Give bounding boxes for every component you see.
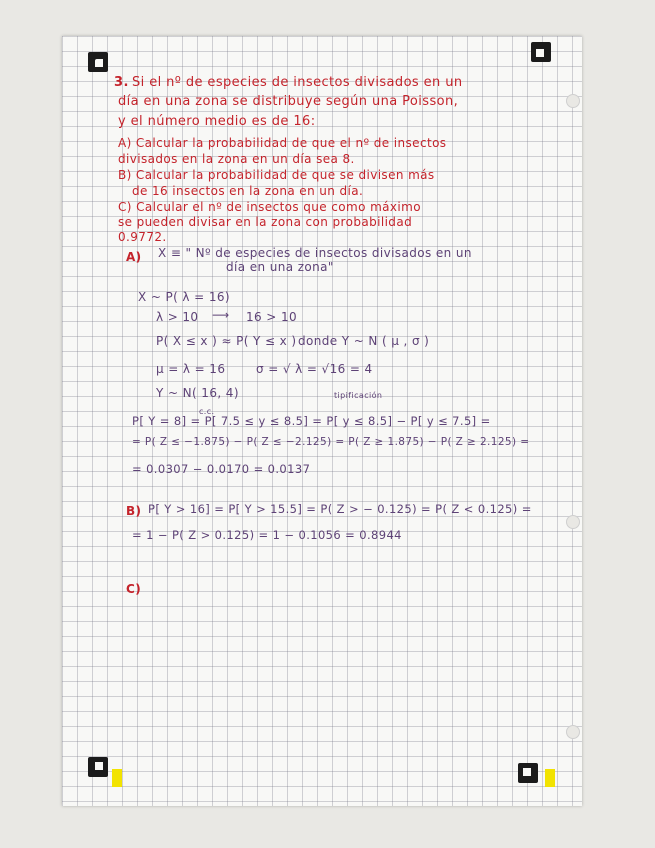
answer-a-step-2: = P( Z ≤ −1.875) − P( Z ≤ −2.125) = P( Z ≥ 1.875) − P( Z ≥ 2.125) =	[132, 436, 530, 448]
answer-a-definition-line-1: X ≡ " Nº de especies de insectos divisados en un	[158, 246, 472, 260]
statement-line-6: B) Calcular la probabilidad de que se divisen más	[118, 168, 435, 182]
statement-line-4: A) Calcular la probabilidad de que el nº de insectos	[118, 136, 447, 150]
corner-marker-top-right	[531, 42, 551, 62]
answer-a-normal: Y ~ N( 16, 4)	[156, 386, 239, 400]
corner-marker-top-left	[88, 52, 108, 72]
answer-a-condition-result: 16 > 10	[246, 310, 298, 324]
yellow-marker-right	[545, 769, 555, 787]
answer-a-distribution: X ~ P( λ = 16)	[138, 290, 230, 304]
answer-a-approximation: P( X ≤ x ) ≈ P( Y ≤ x )	[156, 334, 297, 348]
answer-a-sigma: σ = √ λ = √16 = 4	[256, 362, 373, 376]
answer-b-step-1: P[ Y > 16] = P[ Y > 15.5] = P( Z > − 0.125) = P( Z < 0.125) =	[148, 502, 532, 516]
tipification-note: tipificación	[334, 391, 383, 400]
problem-number: 3.	[114, 75, 129, 90]
answer-a-step-3: = 0.0307 − 0.0170 = 0.0137	[132, 462, 311, 476]
notebook-page	[62, 36, 582, 806]
answer-b-label: B)	[126, 504, 142, 518]
arrow-icon: ⟶	[212, 308, 230, 322]
statement-line-10: 0.9772.	[118, 230, 167, 244]
corner-marker-bottom-left	[88, 757, 108, 777]
statement-line-9: se pueden divisar en la zona con probabilidad	[118, 215, 413, 229]
binder-hole	[566, 94, 580, 108]
answer-a-label: A)	[126, 250, 142, 264]
answer-a-step-1: P[ Y = 8] = P[ 7.5 ≤ y ≤ 8.5] = P[ y ≤ 8.5] − P[ y ≤ 7.5] =	[132, 414, 491, 428]
statement-line-8: C) Calcular el nº de insectos que como máximo	[118, 200, 421, 214]
corner-marker-bottom-right	[518, 763, 538, 783]
statement-line-2: día en una zona se distribuye según una Poisson,	[118, 94, 459, 109]
answer-b-step-2: = 1 − P( Z > 0.125) = 1 − 0.1056 = 0.8944	[132, 528, 402, 542]
statement-line-1: Si el nº de especies de insectos divisados en un	[132, 75, 463, 90]
statement-line-3: y el número medio es de 16:	[118, 114, 316, 129]
statement-line-7: de 16 insectos en la zona en un día.	[132, 184, 364, 198]
answer-a-mu: μ = λ = 16	[156, 362, 226, 376]
binder-hole	[566, 515, 580, 529]
answer-a-definition-line-2: día en una zona"	[226, 260, 334, 274]
statement-line-5: divisados en la zona en un día sea 8.	[118, 152, 355, 166]
answer-a-approximation-where: donde Y ~ N ( μ , σ )	[298, 334, 430, 348]
answer-a-condition: λ > 10	[156, 310, 199, 324]
binder-hole	[566, 725, 580, 739]
yellow-marker-left	[112, 769, 122, 787]
answer-c-label: C)	[126, 582, 142, 596]
continuity-correction-note: c.c.	[199, 407, 215, 416]
